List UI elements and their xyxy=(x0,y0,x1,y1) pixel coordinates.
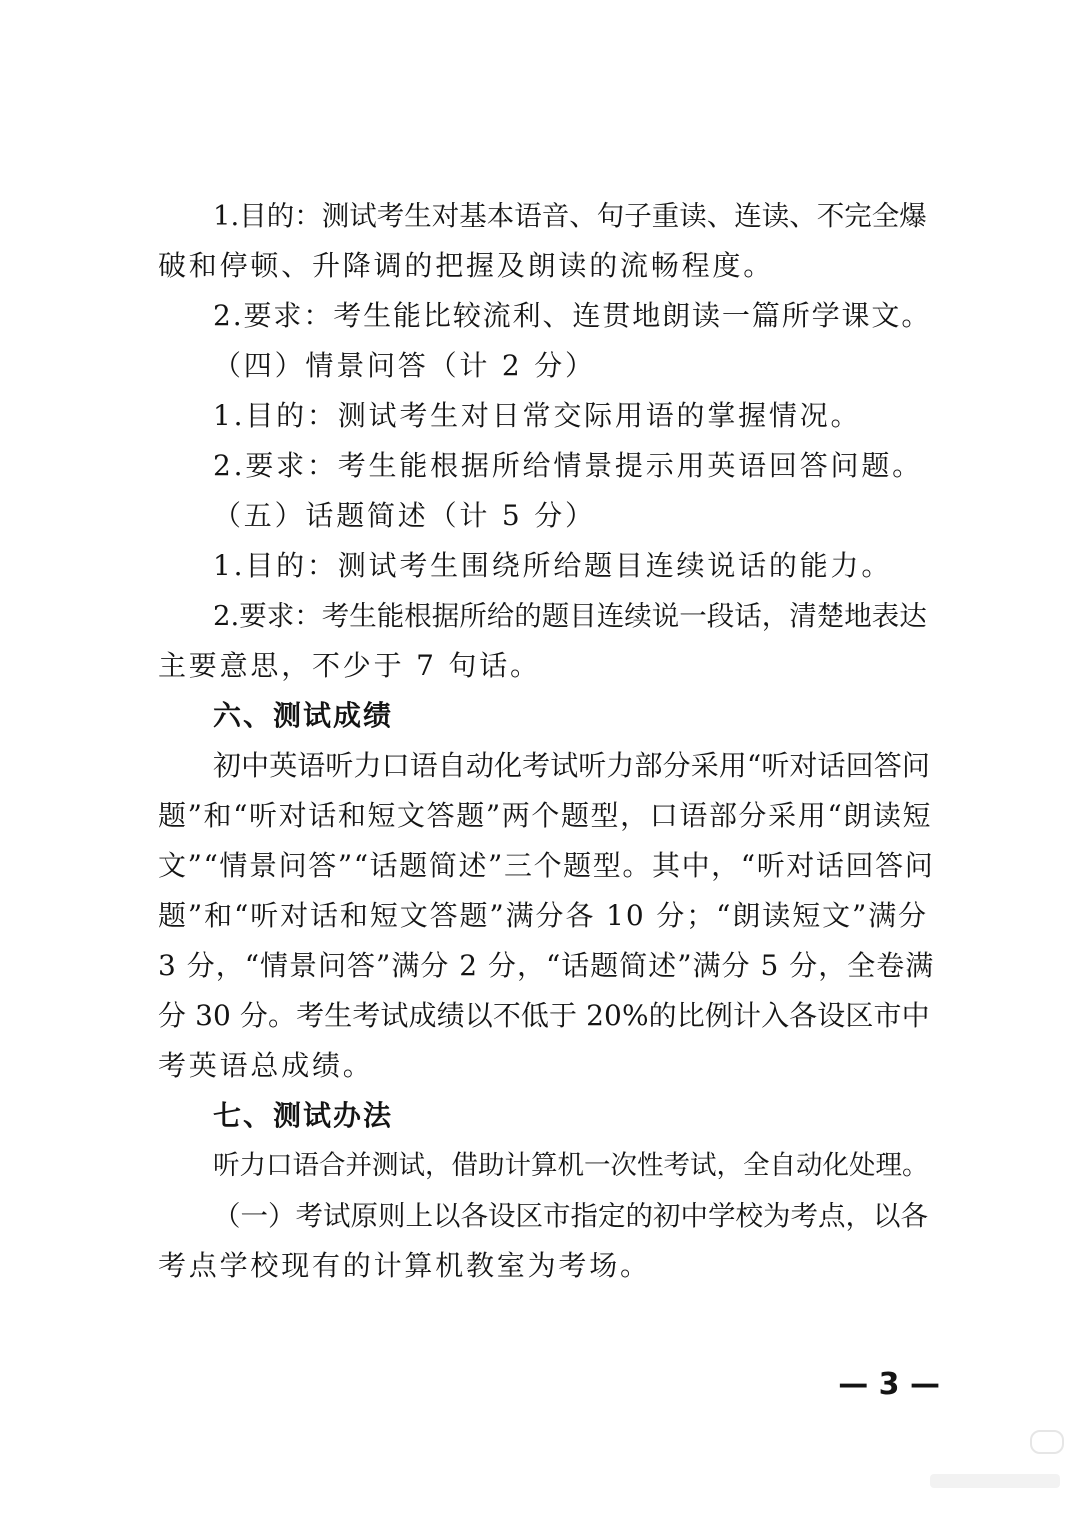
paragraph-line: 考英语总成绩。 xyxy=(158,1049,374,1082)
paragraph-line: 主要意思，不少于 7 句话。 xyxy=(158,649,541,682)
paragraph-line: 听力口语合并测试，借助计算机一次性考试，全自动化处理。 xyxy=(213,1150,929,1181)
subsection-heading: （四）情景问答（计 2 分） xyxy=(213,349,596,382)
paragraph-line: 2.要求：考生能根据所给的题目连续说一段话，清楚地表达 xyxy=(213,600,927,632)
paragraph-line: 1.目的：测试考生对基本语音、句子重读、连读、不完全爆 xyxy=(213,200,927,232)
paragraph-line: 考点学校现有的计算机教室为考场。 xyxy=(158,1249,651,1282)
paragraph-line: （一）考试原则上以各设区市指定的初中学校为考点，以各 xyxy=(213,1200,928,1232)
watermark xyxy=(930,1474,1060,1488)
paragraph-line: 2.要求：考生能根据所给情景提示用英语回答问题。 xyxy=(213,449,923,482)
paragraph-line: 3 分，“情景问答”满分 2 分，“话题简述”满分 5 分，全卷满 xyxy=(158,949,935,982)
watermark-logo-icon xyxy=(1030,1430,1064,1454)
paragraph-line: 破和停顿、升降调的把握及朗读的流畅程度。 xyxy=(158,249,775,282)
page-number: — 3 — xyxy=(838,1367,940,1402)
paragraph-line: 分 30 分。考生考试成绩以不低于 20%的比例计入各设区市中 xyxy=(158,999,930,1032)
paragraph-line: 题”和“听对话和短文答题”两个题型，口语部分采用“朗读短 xyxy=(158,799,933,832)
subsection-heading: （五）话题简述（计 5 分） xyxy=(213,499,596,532)
paragraph-line: 文”“情景问答”“话题简述”三个题型。其中，“听对话回答问 xyxy=(158,849,935,882)
paragraph-line: 1.目的：测试考生围绕所给题目连续说话的能力。 xyxy=(213,549,893,582)
paragraph-line: 2.要求：考生能比较流利、连贯地朗读一篇所学课文。 xyxy=(213,299,932,332)
paragraph-line: 题”和“听对话和短文答题”满分各 10 分；“朗读短文”满分 xyxy=(158,899,929,932)
paragraph-line: 初中英语听力口语自动化考试听力部分采用“听对话回答问 xyxy=(213,749,930,782)
section-heading: 六、测试成绩 xyxy=(213,699,394,732)
section-heading: 七、测试办法 xyxy=(213,1099,394,1132)
paragraph-line: 1.目的：测试考生对日常交际用语的掌握情况。 xyxy=(213,399,862,432)
